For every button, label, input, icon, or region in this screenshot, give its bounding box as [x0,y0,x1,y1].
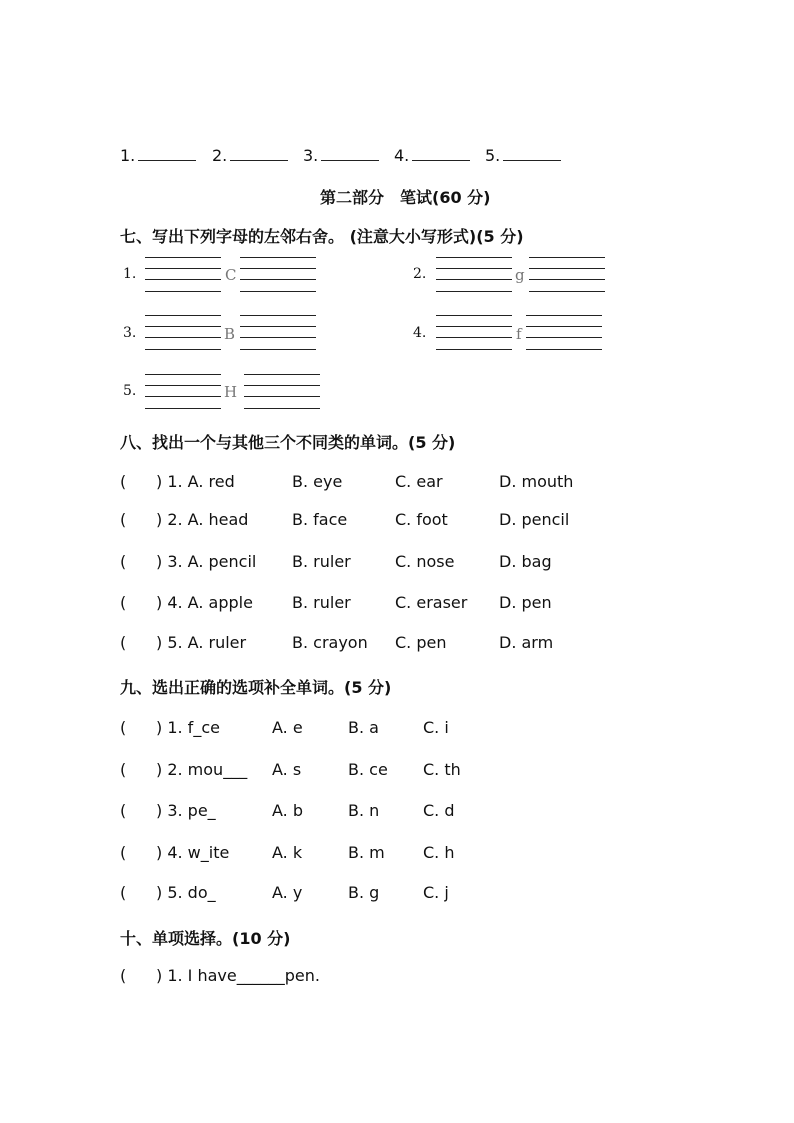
answer-blank[interactable] [503,159,561,161]
option-c: C. j [423,883,449,902]
option-b: B. g [348,883,380,902]
question-stem: ) 5. do_ [156,883,216,902]
answer-blank[interactable] [321,159,379,161]
option-d: D. pen [499,593,552,612]
option-d: D. pencil [499,510,570,529]
given-letter: f [516,325,522,343]
writing-grid-right[interactable] [526,315,602,351]
answer-1: 1. [120,146,196,165]
answer-4: 4. [394,146,470,165]
question-stem: ) 2. mou___ [156,760,248,779]
item-number: 5. [123,383,137,399]
option-a: A. k [272,843,303,862]
option-c: C. nose [395,552,455,571]
answer-paren[interactable]: ( [120,966,127,985]
option-c: C. th [423,760,461,779]
answer-5: 5. [485,146,561,165]
option-c: C. pen [395,633,447,652]
writing-grid-left[interactable] [145,315,221,351]
writing-grid-left[interactable] [436,315,512,351]
option-c: C. foot [395,510,448,529]
question-stem: ) 5. A. ruler [156,633,247,652]
question-stem: ) 3. pe_ [156,801,216,820]
writing-grid-right[interactable] [529,257,605,293]
given-letter: B [224,325,236,343]
writing-grid-right[interactable] [244,374,320,410]
answer-paren[interactable]: ( [120,593,127,612]
question-stem: ) 1. f_ce [156,718,220,737]
answer-blank[interactable] [138,159,196,161]
answer-paren[interactable]: ( [120,883,127,902]
answer-blank[interactable] [230,159,288,161]
answer-paren[interactable]: ( [120,472,127,491]
option-a: A. e [272,718,303,737]
section10-title: 十、单项选择。(10 分) [120,929,291,948]
answer-paren[interactable]: ( [120,718,127,737]
answer-2: 2. [212,146,288,165]
option-b: B. n [348,801,380,820]
option-d: D. bag [499,552,552,571]
writing-grid-left[interactable] [436,257,512,293]
section7-title: 七、写出下列字母的左邻右舍。 (注意大小写形式)(5 分) [120,227,524,246]
answer-blank[interactable] [412,159,470,161]
question-stem: ) 2. A. head [156,510,249,529]
writing-grid-left[interactable] [145,257,221,293]
given-letter: g [515,266,525,284]
part-two-title: 第二部分 笔试(60 分) [320,188,491,207]
answer-paren[interactable]: ( [120,843,127,862]
option-c: C. i [423,718,449,737]
option-b: B. ce [348,760,388,779]
question-stem: ) 4. w_ite [156,843,230,862]
answer-paren[interactable]: ( [120,510,127,529]
option-b: B. crayon [292,633,368,652]
option-c: C. eraser [395,593,468,612]
option-b: B. m [348,843,385,862]
section8-title: 八、找出一个与其他三个不同类的单词。(5 分) [120,433,456,452]
option-b: B. ruler [292,552,351,571]
writing-grid-left[interactable] [145,374,221,410]
section9-title: 九、选出正确的选项补全单词。(5 分) [120,678,392,697]
answer-paren[interactable]: ( [120,552,127,571]
given-letter: C [225,266,237,284]
option-c: C. ear [395,472,443,491]
item-number: 2. [413,266,427,282]
option-b: B. ruler [292,593,351,612]
question-stem: ) 3. A. pencil [156,552,257,571]
question-stem: ) 4. A. apple [156,593,253,612]
option-b: B. face [292,510,348,529]
option-b: B. eye [292,472,343,491]
answer-paren[interactable]: ( [120,633,127,652]
given-letter: H [224,383,238,401]
writing-grid-right[interactable] [240,257,316,293]
question-stem: ) 1. A. red [156,472,235,491]
option-d: D. mouth [499,472,574,491]
item-number: 3. [123,325,137,341]
answer-paren[interactable]: ( [120,760,127,779]
option-c: C. d [423,801,455,820]
item-number: 1. [123,266,137,282]
answer-paren[interactable]: ( [120,801,127,820]
option-a: A. y [272,883,303,902]
option-a: A. b [272,801,303,820]
option-b: B. a [348,718,379,737]
writing-grid-right[interactable] [240,315,316,351]
question-stem: ) 1. I have______pen. [156,966,320,985]
answer-3: 3. [303,146,379,165]
option-d: D. arm [499,633,554,652]
option-c: C. h [423,843,455,862]
option-a: A. s [272,760,302,779]
item-number: 4. [413,325,427,341]
